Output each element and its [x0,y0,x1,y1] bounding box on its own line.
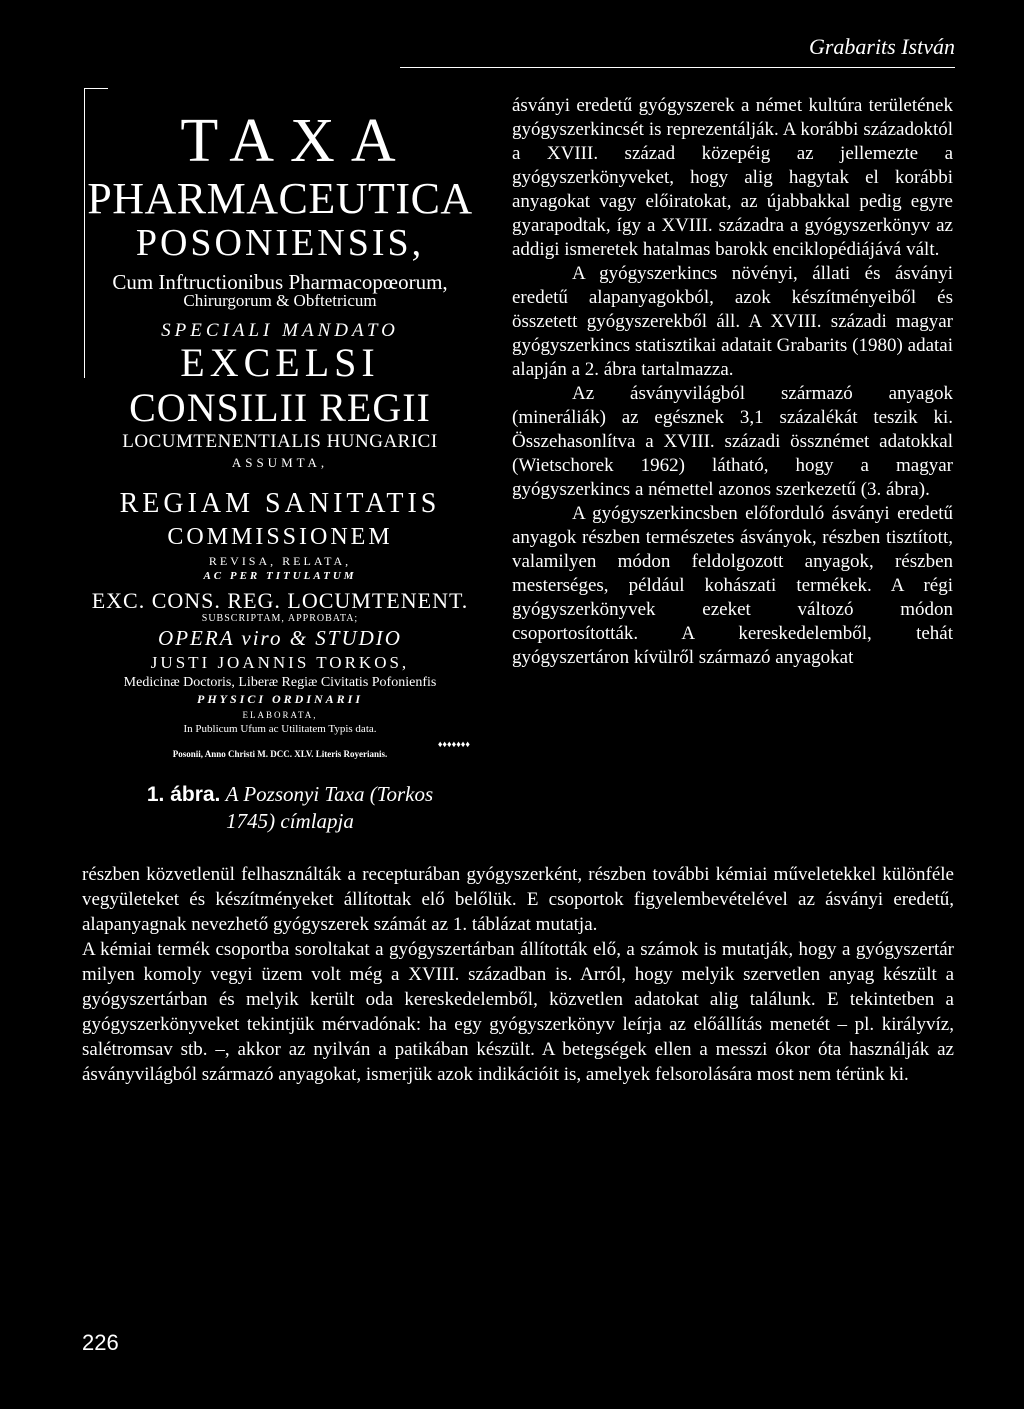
title-page-per-titulatum: AC PER TITULATUM [203,570,357,582]
title-page-assumta: ASSUMTA, [231,455,329,470]
title-page-cum-line: Cum Inftructionibus Pharmacopœorum, [112,270,448,294]
title-page-speciali-mandato: SPECIALI MANDATO [161,320,399,341]
title-page-regiam-sanitatis: REGIAM SANITATIS [119,488,441,519]
title-page-opera-studio: OPERA viro & STUDIO [158,626,402,650]
paragraph: ásványi eredetű gyógyszerek a német kultúra területének gyógyszerkincsét is reprezentálják. A korábbi századoktól a XVIII. század közepéig az jellemezte a gyógyszerkönyveket, hogy alig hagytak el korábbi anyagokat vagy előiratokat, az újabbakkal pedig egyre gyarapodtak, így a XVIII. századra a gyógyszerkönyv az addigi ismeretek hatalmas barokk enciklopédiájává vált. [512,95,953,260]
title-page-posoniensis: POSONIENSIS, [135,222,425,264]
title-page-excelsi: EXCELSI [180,340,380,385]
running-head: Grabarits István [808,34,955,59]
title-page-title: TAXA [180,107,412,175]
page-number: 226 [82,1330,119,1355]
header-rule [400,67,955,68]
title-page-imprint: Posonii, Anno Christi M. DCC. XLV. Literis Royerianis. [172,749,388,759]
title-page-exc-cons: EXC. CONS. REG. LOCUMTENENT. [91,588,469,613]
title-page-pharmaceutica: PHARMACEUTICA [87,174,473,223]
title-page-elaborata: ELABORATA, [242,710,318,720]
title-page-chirurgorum-line: Chirurgorum & Obftetricum [183,291,377,310]
full-width-text [82,862,954,1087]
title-page-physici: PHYSICI ORDINARII [196,692,364,706]
paragraph: A gyógyszerkincsben előforduló ásványi eredetű anyagok részben természetes ásványok, részben tisztított, valamilyen módon feldolgozott anyagok, részben mesterséges, például kohászati termékek. A régi gyógyszerkönyvek ezeket változó módon csoportosították. A kereskedelemből, tehát gyógyszertáron kívülről származó anyagokat [512,503,953,668]
title-page-ornament: ♦♦♦♦♦♦♦ [437,739,470,749]
title-page-publicum: In Publicum Ufum ac Utilitatem Typis data. [183,723,377,735]
paragraph: A kémiai termék csoportba soroltakat a gyógyszertárban állították elő, a számok is mutatják, hogy a gyógyszertár milyen komoly vegyi üzem volt még a XVIII. században is. Arról, hogy melyik szervetlen anyag készült a gyógyszertárban és melyik került oda kereskedelemből, közvetlen adatokat alig találunk. E tekintetben a gyógyszerkönyveket tekintjük mérvadónak: ha egy gyógyszerkönyv leírja az előállítás menetét – pl. királyvíz, salétromsav stb. –, akkor az nyilván a patikában készült. A betegségek ellen a messzi ókor óta használják az ásványvilágból származó anyagokat, ismerjük azok indikációit is, amelyek felsorolására most nem térünk ki. [82,939,954,1085]
title-page-commissionem: COMMISSIONEM [167,524,393,550]
paragraph: részben közvetlenül felhasználták a recepturában gyógyszerként, részben további kémiai műveletekkel különféle vegyületeket és készítményeket állítottak elő belőlük. E csoportok figyelembevételével az ásványi eredetű, alapanyagnak nevezhető gyógyszerek számát az 1. táblázat mutatja. [82,864,954,935]
title-page-locumtenentialis: LOCUMTENENTIALIS HUNGARICI [122,431,438,452]
title-page-medicinae-doctoris: Medicinæ Doctoris, Liberæ Regiæ Civitatis Pofonienfis [123,675,437,690]
paragraph: Az ásványvilágból származó anyagok (mineráliák) az egésznek 3,1 százalékát teszik ki. Összehasonlítva a XVIII. századi össznémet adatokkal (Wietschorek 1962) látható, hogy a magyar gyógyszerkincs a némettel azonos szerkezetű (3. ábra). [512,383,953,500]
figure-number: 1. ábra. [146,783,221,806]
title-page-frame-top [84,88,108,89]
right-column-text [512,94,953,670]
title-page-subscriptam: SUBSCRIPTAM, APPROBATA; [201,613,359,624]
paragraph: A gyógyszerkincs növényi, állati és ásványi eredetű alapanyagokból, azok készítményeiből és összetett gyógyszerekből áll. A XVIII. századi magyar gyógyszerkincs statisztikai adatait Grabarits (1980) adatai alapján a 2. ábra tartalmazza. [512,263,953,380]
figure-caption [140,781,440,835]
title-page-revisa-relata: REVISA, RELATA, [208,554,352,568]
title-page-author: JUSTI JOANNIS TORKOS, [150,653,410,672]
figure-caption-text: A Pozsonyi Taxa (Torkos 1745) címlapja [225,782,434,834]
title-page-consilii-regii: CONSILII REGII [129,385,431,430]
